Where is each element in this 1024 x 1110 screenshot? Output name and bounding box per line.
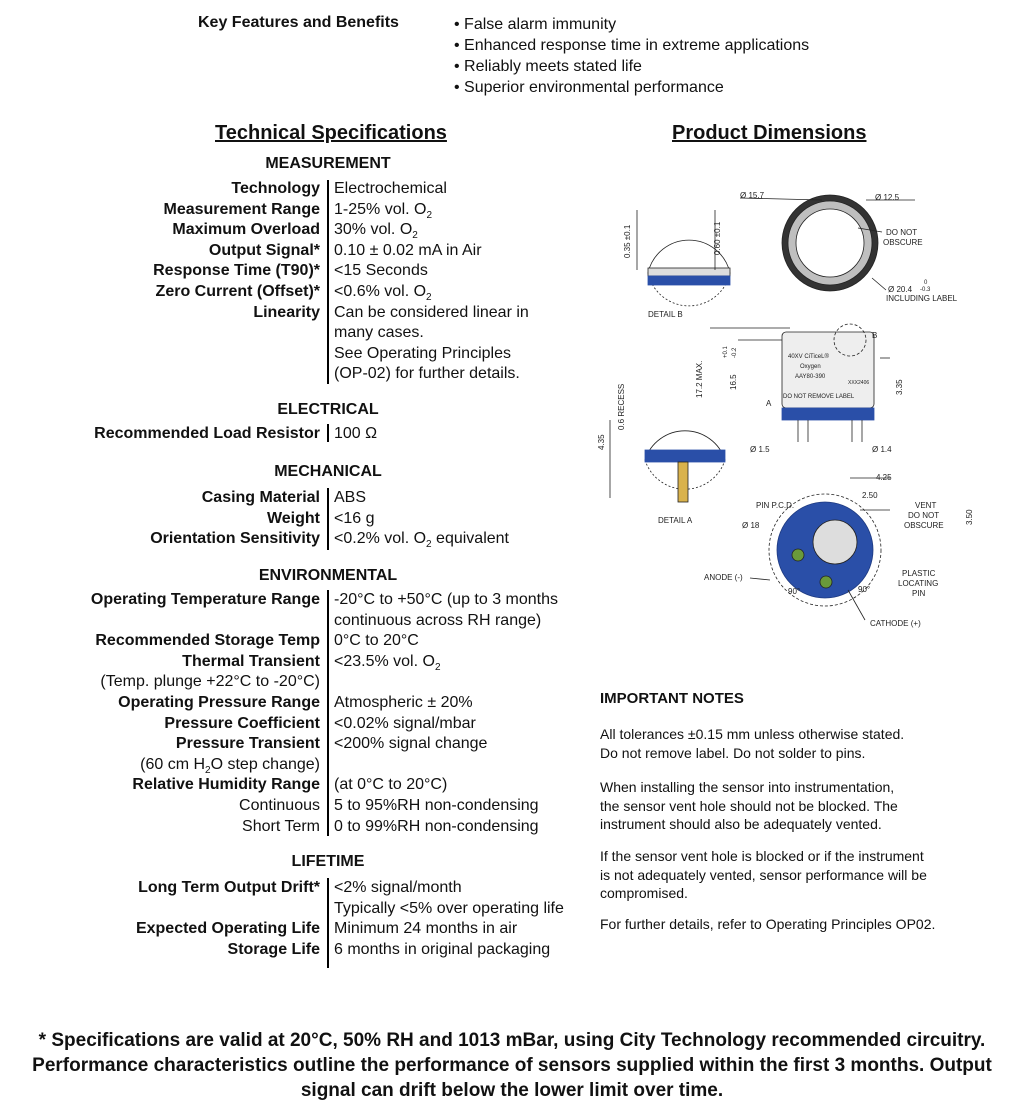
dim-4-35: 4.35: [597, 434, 606, 450]
vent-label-3: OBSCURE: [904, 521, 944, 530]
spec-label: Short Term: [242, 817, 320, 835]
spec-value: <0.2% vol. $O_2$ equivalent: [334, 530, 509, 551]
label-line-2: Oxygen: [800, 364, 821, 370]
plastic-pin-2: LOCATING: [898, 579, 939, 588]
list-item: • Enhanced response time in extreme applications: [454, 35, 809, 56]
spec-label: Weight: [266, 509, 320, 527]
measurement-heading: MEASUREMENT: [265, 155, 391, 172]
dim-3-35: 3.35: [895, 379, 904, 395]
spec-value: Minimum 24 months in air: [334, 920, 518, 938]
spec-value: Electrochemical: [334, 180, 447, 197]
footer-disclaimer: * Specifications are valid at 20°C, 50% RH and 1013 mBar, using City Technology recommended circuitry. Performance characteristics outline the performance of sensors supplied within the first 3 months. Output signal can drift below the lower limit over time.: [32, 1030, 992, 1101]
spec-value: ABS: [334, 489, 367, 506]
dim-20-4-tol-plus: 0: [924, 280, 928, 286]
vent-label-1: VENT: [915, 501, 937, 510]
dim-0-60: 0.60 ±0.1: [713, 221, 722, 255]
divider: [327, 878, 329, 968]
electrical-heading: ELECTRICAL: [277, 401, 379, 418]
mechanical-heading: MECHANICAL: [274, 463, 382, 480]
spec-value: Can be considered linear in: [334, 303, 529, 321]
spec-label: Technology: [231, 180, 320, 197]
spec-value: <23.5% vol. $O_2$: [334, 652, 441, 673]
including-label: INCLUDING LABEL: [886, 294, 958, 303]
spec-label-note: (Temp. plunge +22°C to -20°C): [100, 673, 320, 691]
spec-value: <15 Seconds: [334, 262, 428, 280]
spec-value: (at 0°C to 20°C): [334, 776, 448, 794]
dim-17-2-max: 17.2 MAX.: [695, 360, 704, 398]
cathode-label: CATHODE (+): [870, 619, 921, 628]
spec-value: <2% signal/month: [334, 879, 462, 896]
marker-b: B: [872, 331, 878, 340]
divider: [327, 180, 329, 384]
spec-value: Typically <5% over operating life: [334, 899, 564, 917]
spec-label: Zero Current (Offset)*: [155, 283, 320, 300]
anode-label: ANODE (-): [704, 573, 743, 582]
product-dimensions-drawing: [590, 180, 990, 640]
spec-value: 0°C to 20°C: [334, 632, 419, 650]
dim-pin-1-5: Ø 1.5: [750, 445, 770, 454]
dim-16-5-tol-minus: -0.2: [732, 347, 738, 358]
spec-value: <0.6% vol. $O_2$: [334, 283, 432, 304]
angle-1: 90°: [788, 587, 801, 596]
dim-0-35: 0.35 ±0.1: [623, 224, 632, 258]
remove-label-text: DO NOT REMOVE LABEL: [783, 394, 855, 400]
lifetime-heading: LIFETIME: [291, 853, 365, 870]
divider: [327, 424, 329, 442]
angle-2: 90°: [858, 585, 871, 594]
spec-label: Thermal Transient: [182, 652, 320, 670]
dim-20-4-tol-minus: -0.3: [920, 287, 931, 293]
pin-pcd-label: PIN P.C.D.: [756, 501, 795, 510]
label-line-1: 40XV CiTiceL®: [788, 354, 829, 360]
spec-value: See Operating Principles: [334, 344, 511, 362]
spec-label: Operating Temperature Range: [90, 591, 320, 608]
detail-a-drawing: [610, 420, 725, 502]
dim-pin-1-4: Ø 1.4: [872, 445, 892, 454]
plastic-pin-3: PIN: [912, 589, 926, 598]
spec-label: Linearity: [253, 303, 320, 321]
spec-value: <200% signal change: [334, 735, 488, 753]
dim-3-50: 3.50: [965, 509, 974, 525]
spec-label-note: (60 cm $H_2O$ step change): [140, 755, 320, 776]
notes-paragraph-1: All tolerances ±0.15 mm unless otherwise stated. Do not remove label. Do not solder to pins.: [600, 726, 905, 761]
spec-label: Storage Life: [227, 940, 320, 958]
label-line-3: AAY80-390: [795, 374, 826, 380]
spec-label: Relative Humidity Range: [132, 776, 320, 794]
environmental-heading: ENVIRONMENTAL: [258, 567, 398, 584]
dim-recess: 0.6 RECESS: [617, 383, 626, 430]
spec-value: 30% vol. $O_2$: [334, 221, 418, 242]
spec-value: 0.10 ± 0.02 mA in Air: [334, 241, 482, 259]
detail-b-label: DETAIL B: [648, 310, 683, 319]
spec-value: 6 months in original packaging: [334, 940, 551, 958]
list-item: • Reliably meets stated life: [454, 56, 809, 77]
spec-label: Recommended Load Resistor: [94, 425, 320, 442]
spec-label: Orientation Sensitivity: [150, 530, 320, 548]
notes-paragraph-3: If the sensor vent hole is blocked or if the instrument is not adequately vented, sensor performance will be compromised.: [600, 848, 927, 901]
spec-label: Long Term Output Drift*: [138, 879, 320, 896]
dim-16-5-tol-plus: +0.1: [723, 346, 729, 358]
spec-label: Continuous: [239, 797, 320, 814]
spec-value: continuous across RH range): [334, 611, 542, 629]
spec-label: Response Time (T90)*: [153, 262, 320, 280]
key-features-title: Key Features and Benefits: [198, 14, 399, 31]
notes-paragraph-2: When installing the sensor into instrumentation, the sensor vent hole should not be blocked. The instrument should also be adequately vented.: [600, 779, 898, 832]
divider: [327, 590, 329, 836]
spec-value: many cases.: [334, 324, 424, 342]
do-not-obscure-1: DO NOT: [886, 228, 918, 237]
plastic-pin-1: PLASTIC: [902, 569, 936, 578]
key-features-list: [454, 14, 809, 98]
do-not-obscure-2: OBSCURE: [883, 238, 923, 247]
spec-label: Output Signal*: [208, 241, 320, 259]
spec-value: (OP-02) for further details.: [334, 365, 520, 383]
dim-20-4: Ø 20.4: [888, 285, 913, 294]
detail-a-label: DETAIL A: [658, 516, 693, 525]
product-dimensions-title: Product Dimensions: [672, 122, 867, 144]
list-item: • False alarm immunity: [454, 14, 809, 35]
spec-label: Operating Pressure Range: [118, 694, 320, 711]
list-item: • Superior environmental performance: [454, 77, 809, 98]
important-notes-title: IMPORTANT NOTES: [600, 690, 744, 707]
spec-value: -20°C to +50°C (up to 3 months: [334, 591, 559, 608]
spec-value: Atmospheric ± 20%: [334, 694, 473, 711]
spec-label: Pressure Transient: [175, 735, 320, 753]
spec-value: 100 Ω: [334, 425, 378, 442]
dim-12-5: Ø 12.5: [875, 193, 900, 202]
divider: [327, 488, 329, 550]
spec-label: Measurement Range: [163, 200, 320, 218]
vent-label-2: DO NOT: [908, 511, 940, 520]
spec-value: 5 to 95%RH non-condensing: [334, 797, 539, 814]
spec-label: Recommended Storage Temp: [95, 632, 320, 650]
marker-a: A: [766, 399, 772, 408]
spec-label: Expected Operating Life: [135, 920, 320, 938]
tech-spec-title: Technical Specifications: [215, 122, 447, 144]
spec-label: Pressure Coefficient: [164, 714, 320, 732]
dim-15-7: Ø 15.7: [740, 191, 765, 200]
dim-18: Ø 18: [742, 521, 760, 530]
label-code: XXX2406: [848, 380, 870, 386]
notes-paragraph-4: For further details, refer to Operating Principles OP02.: [600, 916, 936, 932]
spec-value: <16 g: [334, 509, 375, 527]
dim-16-5: 16.5: [729, 374, 738, 390]
dim-4-25: 4.25: [876, 473, 892, 482]
dim-2-50: 2.50: [862, 491, 878, 500]
spec-value: 0 to 99%RH non-condensing: [334, 817, 539, 835]
spec-label: Casing Material: [201, 489, 320, 506]
spec-value: <0.02% signal/mbar: [334, 714, 476, 732]
spec-value: 1-25% vol. $O_2$: [334, 200, 433, 221]
spec-label: Maximum Overload: [172, 221, 320, 239]
